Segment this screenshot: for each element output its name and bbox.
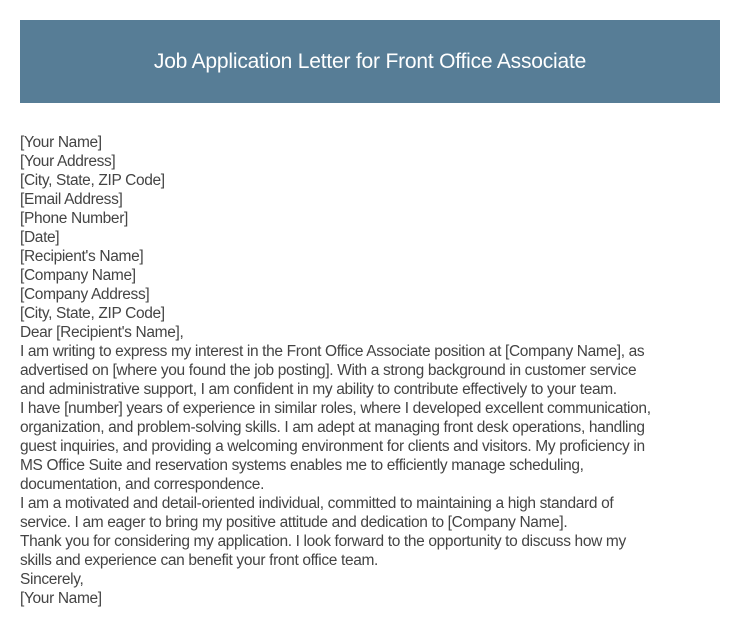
letter-body xyxy=(20,133,730,608)
letter-line: I am a motivated and detail-oriented individual, committed to maintaining a high standard of xyxy=(20,495,614,512)
letter-line: and administrative support, I am confident in my ability to contribute effectively to your team. xyxy=(20,381,617,398)
letter-line: documentation, and correspondence. xyxy=(20,476,265,493)
letter-line: [Phone Number] xyxy=(20,210,128,227)
letter-line: [Company Name] xyxy=(20,267,136,284)
letter-line: [Company Address] xyxy=(20,286,150,303)
letter-line: [Email Address] xyxy=(20,191,123,208)
letter-line: organization, and problem-solving skills. I am adept at managing front desk operations, handling xyxy=(20,419,645,436)
letter-line: Sincerely, xyxy=(20,571,84,588)
letter-line: service. I am eager to bring my positive attitude and dedication to [Company Name]. xyxy=(20,514,568,531)
header-banner xyxy=(20,20,720,103)
letter-line: [Date] xyxy=(20,229,60,246)
letter-line: [City, State, ZIP Code] xyxy=(20,172,165,189)
letter-line: [City, State, ZIP Code] xyxy=(20,305,165,322)
letter-line: guest inquiries, and providing a welcoming environment for clients and visitors. My proficiency in xyxy=(20,438,645,455)
letter-line: Dear [Recipient's Name], xyxy=(20,324,184,341)
page-title: Job Application Letter for Front Office Associate xyxy=(153,49,587,73)
letter-line: [Your Address] xyxy=(20,153,116,170)
letter-line: [Your Name] xyxy=(20,134,102,151)
letter-line: Thank you for considering my application. I look forward to the opportunity to discuss how my xyxy=(20,533,626,550)
letter-line: I am writing to express my interest in the Front Office Associate position at [Company Name], as xyxy=(20,343,645,360)
letter-line: [Recipient's Name] xyxy=(20,248,144,265)
letter-line: MS Office Suite and reservation systems enables me to efficiently manage scheduling, xyxy=(20,457,584,474)
letter-line: [Your Name] xyxy=(20,590,102,607)
letter-line: I have [number] years of experience in similar roles, where I developed excellent communication, xyxy=(20,400,651,417)
letter-line: advertised on [where you found the job posting]. With a strong background in customer service xyxy=(20,362,637,379)
letter-line: skills and experience can benefit your front office team. xyxy=(20,552,378,569)
